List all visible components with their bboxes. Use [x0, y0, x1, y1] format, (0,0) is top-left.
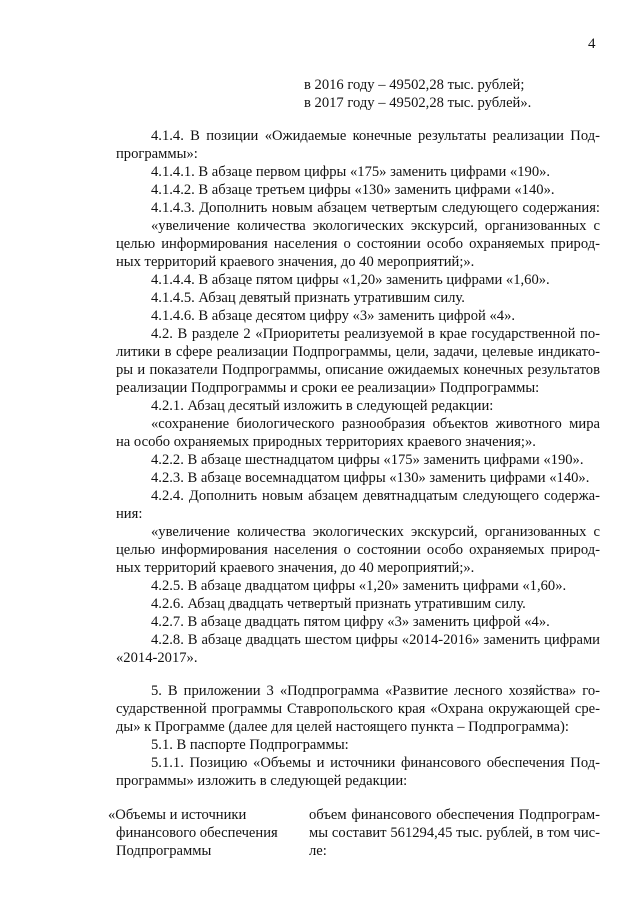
page-number: 4	[588, 36, 596, 52]
text-line: 5.1.1. Позицию «Объемы и источники финансового обеспечения Под-	[151, 755, 600, 771]
table-right-line: ле:	[309, 843, 327, 859]
text-line: целью информирования населения о состоянии особо охраняемых природ-	[116, 236, 600, 252]
table-left-line: Подпрограммы	[116, 843, 212, 859]
text-line: 4.2.5. В абзаце двадцатом цифры «1,20» заменить цифрами «1,60».	[151, 578, 567, 594]
text-line: «увеличение количества экологических экскурсий, организованных с	[151, 524, 600, 540]
text-line: 4.1.4.2. В абзаце третьем цифры «130» заменить цифрами «140».	[151, 182, 555, 198]
text-line: 5. В приложении 3 «Подпрограмма «Развитие лесного хозяйства» го-	[151, 683, 600, 699]
text-line: ных территорий краевого значения, до 40 мероприятий;».	[116, 560, 475, 576]
text-line: ры и показатели Подпрограммы, описание ожидаемых конечных результатов	[116, 362, 600, 378]
text-line: 4.1.4.3. Дополнить новым абзацем четвертым следующего содержания:	[151, 200, 600, 216]
text-line: «2014-2017».	[116, 650, 198, 666]
text-line: в 2017 году – 49502,28 тыс. рублей».	[304, 95, 532, 111]
text-line: литики в сфере реализации Подпрограммы, цели, задачи, целевые индикато-	[116, 344, 600, 360]
text-line: на особо охраняемых природных территориях краевого значения;».	[116, 434, 536, 450]
text-line: 4.2.8. В абзаце двадцать шестом цифры «2014-2016» заменить цифрами	[151, 632, 600, 648]
text-line: 4.2.3. В абзаце восемнадцатом цифры «130» заменить цифрами «140».	[151, 470, 590, 486]
table-right-line: объем финансового обеспечения Подпрограм-	[309, 807, 600, 823]
text-line: 4.1.4.5. Абзац девятый признать утратившим силу.	[151, 290, 465, 306]
text-line: 4.1.4.4. В абзаце пятом цифры «1,20» заменить цифрами «1,60».	[151, 272, 550, 288]
text-line: 4.2. В разделе 2 «Приоритеты реализуемой в крае государственной по-	[151, 326, 600, 342]
text-line: целью информирования населения о состоянии особо охраняемых природ-	[116, 542, 600, 558]
text-line: «сохранение биологического разнообразия объектов животного мира	[151, 416, 600, 432]
text-line: 4.2.7. В абзаце двадцать пятом цифру «3» заменить цифрой «4».	[151, 614, 550, 630]
table-right-line: мы составит 561294,45 тыс. рублей, в том чис-	[309, 825, 600, 841]
text-line: 4.1.4. В позиции «Ожидаемые конечные результаты реализации Под-	[151, 128, 600, 144]
text-line: программы» изложить в следующей редакции:	[116, 773, 408, 789]
text-line: ния:	[116, 506, 143, 522]
text-line: 4.2.2. В абзаце шестнадцатом цифры «175» заменить цифрами «190».	[151, 452, 584, 468]
text-line: 5.1. В паспорте Подпрограммы:	[151, 737, 349, 753]
text-line: реализации Подпрограммы и сроки ее реализации» Подпрограммы:	[116, 380, 540, 396]
text-line: 4.2.4. Дополнить новым абзацем девятнадцатым следующего содержа-	[151, 488, 600, 504]
text-line: ных территорий краевого значения, до 40 мероприятий;».	[116, 254, 475, 270]
table-left-line: «Объемы и источники	[108, 807, 247, 823]
text-line: 4.2.6. Абзац двадцать четвертый признать утратившим силу.	[151, 596, 526, 612]
text-line: сударственной программы Ставропольского края «Охрана окружающей сре-	[116, 701, 600, 717]
text-line: 4.2.1. Абзац десятый изложить в следующей редакции:	[151, 398, 494, 414]
text-line: 4.1.4.1. В абзаце первом цифры «175» заменить цифрами «190».	[151, 164, 551, 180]
text-line: 4.1.4.6. В абзаце десятом цифру «3» заменить цифрой «4».	[151, 308, 516, 324]
table-left-line: финансового обеспечения	[116, 825, 278, 841]
text-line: ды» к Программе (далее для целей настоящего пункта – Подпрограмма):	[116, 719, 569, 735]
text-line: программы»:	[116, 146, 198, 162]
text-line: в 2016 году – 49502,28 тыс. рублей;	[304, 77, 525, 93]
text-line: «увеличение количества экологических экскурсий, организованных с	[151, 218, 600, 234]
